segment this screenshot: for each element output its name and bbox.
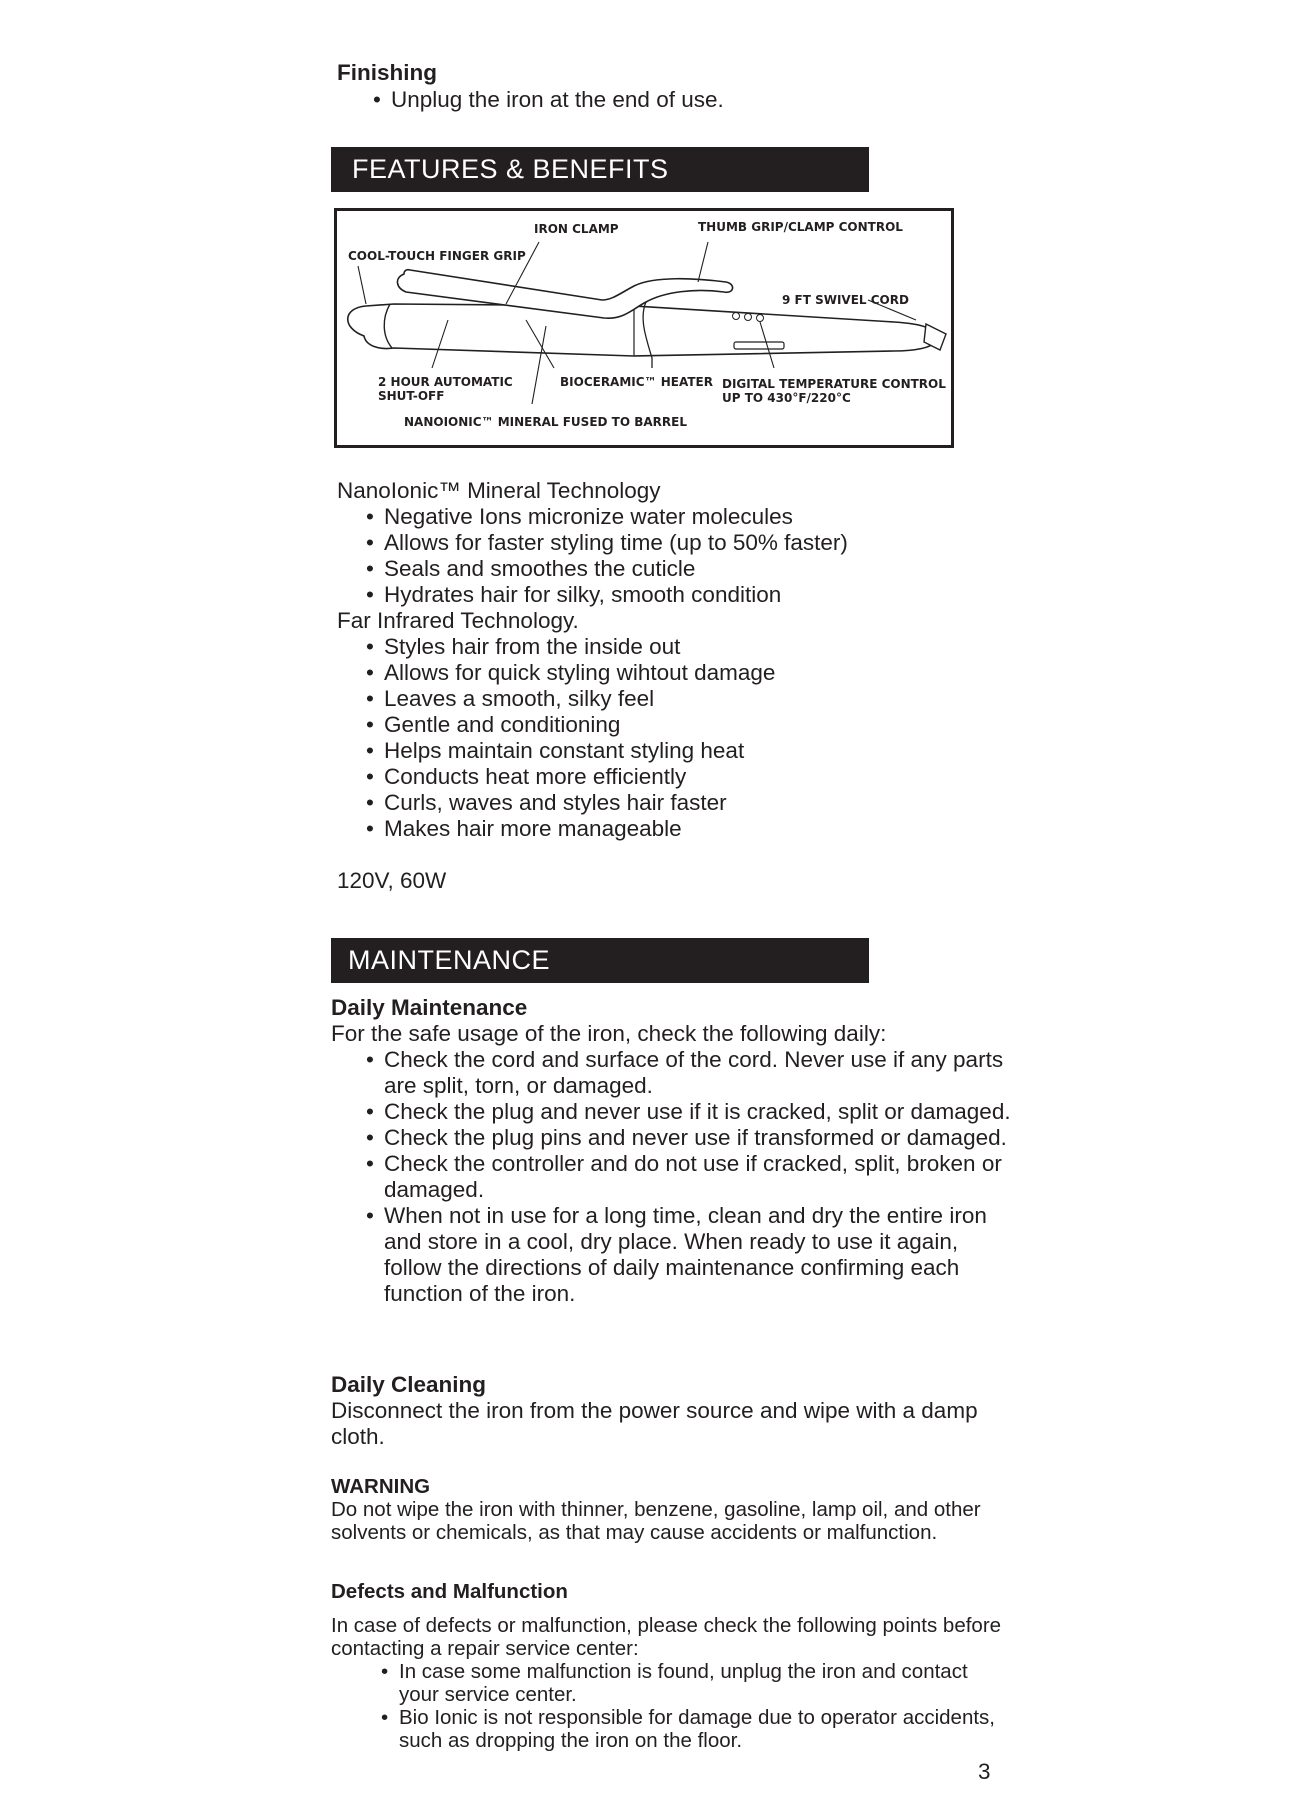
list-item: • Hydrates hair for silky, smooth condition [366,582,848,608]
features-title-bar [331,147,869,192]
daily-maintenance-intro: For the safe usage of the iron, check the following daily: [331,1021,887,1046]
list-item: • Conducts heat more efficiently [366,764,775,790]
label-nanoionic: NANOIONIC™ MINERAL FUSED TO BARREL [404,415,687,429]
list-item: • Curls, waves and styles hair faster [366,790,775,816]
list-item: • In case some malfunction is found, unplug the iron and contact your service center. [381,1660,1001,1706]
power-rating: 120V, 60W [337,868,447,893]
section-title: MAINTENANCE [348,945,551,975]
label-digital-1: DIGITAL TEMPERATURE CONTROL [722,377,946,391]
list-item: • When not in use for a long time, clean and dry the entire iron and store in a cool, dry place. When ready to use it again, follow the directions of daily maintenance confirming each function of the iron. [366,1203,1016,1307]
defects-intro: In case of defects or malfunction, please check the following points before contacting a repair service center: [331,1614,1002,1660]
label-digital-2: UP TO 430°F/220°C [722,391,851,405]
list-item: • Styles hair from the inside out [366,634,775,660]
label-thumb-grip: THUMB GRIP/CLAMP CONTROL [698,220,903,234]
far-heading: Far Infrared Technology. [337,608,579,633]
list-item: • Gentle and conditioning [366,712,775,738]
list-item: • Unplug the iron at the end of use. [373,87,724,113]
page-number: 3 [978,1759,991,1784]
list-item: • Negative Ions micronize water molecules [366,504,848,530]
curling-iron-diagram [334,208,954,448]
daily-cleaning-heading: Daily Cleaning [331,1372,487,1397]
far-list [366,634,775,842]
finishing-heading: Finishing [337,60,437,85]
nano-list [366,504,848,608]
warning-heading: WARNING [331,1475,431,1498]
daily-maintenance-list [366,1047,1016,1307]
list-item: • Check the plug and never use if it is cracked, split or damaged. [366,1099,1016,1125]
label-swivel-cord: 9 FT SWIVEL CORD [782,293,909,307]
list-item: • Allows for faster styling time (up to 50% faster) [366,530,848,556]
list-item: • Makes hair more manageable [366,816,775,842]
daily-maintenance-heading: Daily Maintenance [331,995,528,1020]
list-item: • Seals and smoothes the cuticle [366,556,848,582]
list-item: • Bio Ionic is not responsible for damage due to operator accidents, such as dropping the iron on the floor. [381,1706,1001,1752]
section-title: FEATURES & BENEFITS [352,154,669,184]
list-item: • Check the cord and surface of the cord. Never use if any parts are split, torn, or damaged. [366,1047,1016,1099]
daily-cleaning-text: Disconnect the iron from the power source and wipe with a damp cloth. [331,1398,978,1449]
maintenance-title-bar [331,938,869,983]
list-item: • Helps maintain constant styling heat [366,738,775,764]
warning-text: Do not wipe the iron with thinner, benzene, gasoline, lamp oil, and other solvents or chemicals, as that may cause accidents or malfunction. [331,1498,981,1544]
list-item: • Leaves a smooth, silky feel [366,686,775,712]
defects-heading: Defects and Malfunction [331,1580,568,1603]
list-item: • Check the plug pins and never use if transformed or damaged. [366,1125,1016,1151]
label-shutoff-1: 2 HOUR AUTOMATIC [378,375,513,389]
label-cool-touch: COOL-TOUCH FINGER GRIP [348,249,526,263]
finishing-list [373,87,724,113]
list-item: • Allows for quick styling wihtout damage [366,660,775,686]
label-heater: BIOCERAMIC™ HEATER [560,375,713,389]
label-iron-clamp: IRON CLAMP [534,222,619,236]
list-item: • Check the controller and do not use if cracked, split, broken or damaged. [366,1151,1016,1203]
nano-heading: NanoIonic™ Mineral Technology [337,478,661,503]
label-shutoff-2: SHUT-OFF [378,389,445,403]
defects-list [381,1660,1001,1752]
